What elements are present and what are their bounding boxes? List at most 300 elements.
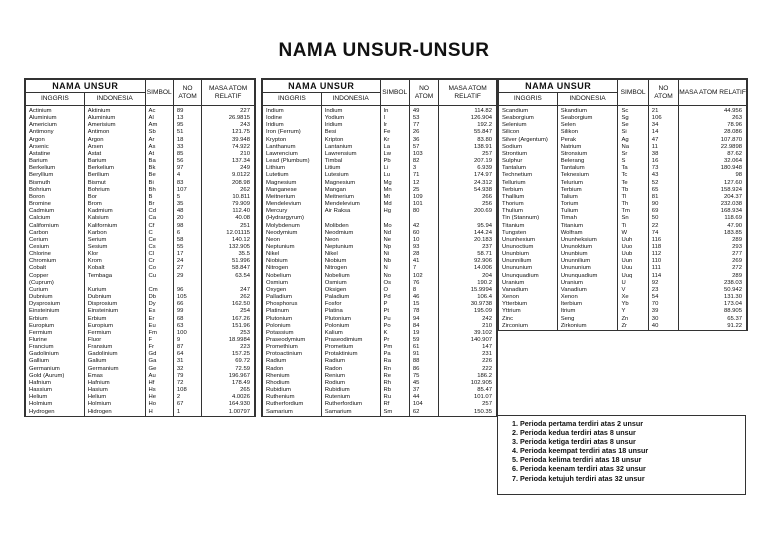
cell-atomic-number: 70: [648, 301, 678, 308]
cell-atomic-mass: 265: [202, 387, 255, 394]
cell-english-name: Gadolinium: [26, 351, 85, 358]
table-row: [26, 180, 255, 187]
cell-atomic-number: 71: [409, 172, 438, 179]
cell-indonesian-name: Karbon: [84, 230, 145, 237]
cell-symbol: Ar: [145, 137, 173, 144]
cell-atomic-mass: 22.9898: [679, 144, 747, 151]
cell-symbol: Ge: [145, 366, 173, 373]
cell-atomic-number: 92: [648, 280, 678, 287]
cell-indonesian-name: Kobalt: [84, 265, 145, 272]
cell-indonesian-name: Timah: [557, 215, 618, 222]
cell-symbol: Er: [145, 316, 173, 323]
table-row: [263, 380, 497, 387]
table-row: [263, 158, 497, 165]
cell-symbol: Tm: [618, 208, 648, 215]
table-row: [263, 301, 497, 308]
cell-symbol: Cu: [145, 273, 173, 280]
table-row: [26, 330, 255, 337]
cell-indonesian-name: Arsen: [84, 144, 145, 151]
cell-atomic-number: 61: [409, 344, 438, 351]
cell-symbol: Ag: [618, 137, 648, 144]
cell-atomic-mass: 157.25: [202, 351, 255, 358]
cell-atomic-mass: 20.183: [439, 237, 497, 244]
cell-indonesian-name: Talium: [557, 194, 618, 201]
cell-indonesian-name: Radium: [321, 358, 380, 365]
cell-atomic-mass: 47.90: [679, 223, 747, 230]
table-row: [263, 251, 497, 258]
cell-symbol: Rb: [380, 387, 409, 394]
cell-atomic-mass: 254: [202, 308, 255, 315]
cell-atomic-mass: 243: [202, 122, 255, 129]
cell-atomic-number: 80: [409, 208, 438, 215]
cell-english-name: Iron (Ferrum): [263, 129, 322, 136]
cell-indonesian-name: Mendelevium: [321, 201, 380, 208]
cell-symbol: Cr: [145, 258, 173, 265]
cell-indonesian-name: Perak: [557, 137, 618, 144]
cell-symbol: Cl: [145, 251, 173, 258]
cell-english-name: Lead (Plumbum): [263, 158, 322, 165]
table-row: [26, 316, 255, 323]
cell-atomic-number: 73: [648, 165, 678, 172]
cell-atomic-number: 50: [648, 215, 678, 222]
table-row: [26, 194, 255, 201]
cell-english-name: Thorium: [499, 201, 558, 208]
cell-atomic-mass: 231: [439, 351, 497, 358]
cell-english-name: Strontium: [499, 151, 558, 158]
cell-indonesian-name: Klor: [84, 251, 145, 258]
cell-english-name: Sulphur: [499, 158, 558, 165]
cell-indonesian-name: Telurium: [557, 180, 618, 187]
cell-english-name: Phosphorus: [263, 301, 322, 308]
cell-atomic-number: 97: [173, 165, 201, 172]
table-row: [263, 273, 497, 280]
table-row: [26, 323, 255, 330]
cell-atomic-number: 33: [173, 144, 201, 151]
cell-english-name: Terbium: [499, 187, 558, 194]
table-row: [499, 237, 747, 244]
cell-english-name: Xenon: [499, 294, 558, 301]
cell-indonesian-name: Nitrogen: [321, 265, 380, 272]
cell-indonesian-name: Aluminium: [84, 115, 145, 122]
header-simbol: SIMBOL: [618, 80, 648, 106]
cell-atomic-mass: 173.04: [679, 301, 747, 308]
cell-atomic-mass: 237: [439, 244, 497, 251]
cell-symbol: Te: [618, 180, 648, 187]
cell-atomic-mass: 58.847: [202, 265, 255, 272]
cell-atomic-number: 46: [409, 294, 438, 301]
cell-indonesian-name: Nikel: [321, 251, 380, 258]
cell-atomic-mass: 257: [439, 401, 497, 408]
cell-english-name: Molybdenum: [263, 223, 322, 230]
cell-symbol: Pd: [380, 294, 409, 301]
cell-indonesian-name: Rutenium: [321, 394, 380, 401]
header-indonesia: INDONESIA: [84, 93, 145, 106]
cell-atomic-mass: 140.907: [439, 337, 497, 344]
cell-symbol: Po: [380, 323, 409, 330]
table-row: [499, 129, 747, 136]
cell-atomic-mass: 92.906: [439, 258, 497, 265]
cell-english-name: Curium: [26, 287, 85, 294]
table-row: [26, 273, 255, 280]
cell-symbol: Os: [380, 280, 409, 287]
cell-atomic-mass: 132.905: [202, 244, 255, 251]
cell-indonesian-name: Stronsium: [557, 151, 618, 158]
table-row: [263, 316, 497, 323]
cell-english-name: (Cuprum): [26, 280, 85, 287]
cell-english-name: Ununbium: [499, 251, 558, 258]
cell-atomic-mass: 72.59: [202, 366, 255, 373]
cell-english-name: Cerium: [26, 237, 85, 244]
table-row: [26, 144, 255, 151]
cell-atomic-mass: 78.96: [679, 122, 747, 129]
cell-atomic-number: 72: [173, 380, 201, 387]
table-row: [263, 280, 497, 287]
cell-symbol: Rh: [380, 380, 409, 387]
cell-english-name: Mercury: [263, 208, 322, 215]
period-note: 5. Perioda kelima terdiri atas 18 unsur: [512, 455, 642, 465]
cell-indonesian-name: Seng: [557, 316, 618, 323]
cell-indonesian-name: Xenon: [557, 294, 618, 301]
cell-atomic-mass: 79.909: [202, 201, 255, 208]
cell-english-name: Rhodium: [263, 380, 322, 387]
cell-atomic-mass: 44.956: [679, 106, 747, 116]
cell-indonesian-name: [84, 280, 145, 287]
cell-atomic-mass: 131.30: [679, 294, 747, 301]
cell-english-name: Rubidium: [263, 387, 322, 394]
cell-symbol: H: [145, 409, 173, 416]
table-row: [26, 129, 255, 136]
cell-symbol: Hs: [145, 387, 173, 394]
cell-atomic-mass: 183.85: [679, 230, 747, 237]
cell-indonesian-name: Zirkonium: [557, 323, 618, 330]
cell-atomic-number: 100: [173, 330, 201, 337]
cell-english-name: Radium: [263, 358, 322, 365]
cell-symbol: U: [618, 280, 648, 287]
cell-atomic-mass: 39.948: [202, 137, 255, 144]
table-row: [26, 237, 255, 244]
cell-indonesian-name: Berkelium: [84, 165, 145, 172]
table-row: [263, 129, 497, 136]
cell-symbol: Uuo: [618, 244, 648, 251]
cell-symbol: Ac: [145, 106, 173, 116]
cell-atomic-mass: 107.870: [679, 137, 747, 144]
table-row: [263, 358, 497, 365]
table-row: [263, 151, 497, 158]
cell-atomic-number: 63: [173, 323, 201, 330]
table-row: [263, 137, 497, 144]
table-row: [499, 230, 747, 237]
cell-symbol: Rn: [380, 366, 409, 373]
cell-english-name: Promethium: [263, 344, 322, 351]
cell-indonesian-name: Hafnium: [84, 380, 145, 387]
cell-indonesian-name: Lantanium: [321, 144, 380, 151]
cell-atomic-mass: 150.35: [439, 409, 497, 416]
cell-english-name: Dubnium: [26, 294, 85, 301]
cell-english-name: Gallium: [26, 358, 85, 365]
cell-english-name: Praseodymium: [263, 337, 322, 344]
table-row: [263, 223, 497, 230]
cell-atomic-mass: 74.922: [202, 144, 255, 151]
cell-indonesian-name: Indium: [321, 106, 380, 116]
cell-indonesian-name: Germanium: [84, 366, 145, 373]
cell-english-name: Plutonium: [263, 316, 322, 323]
cell-indonesian-name: Rodium: [321, 380, 380, 387]
cell-atomic-number: [409, 215, 438, 222]
table-row: [499, 258, 747, 265]
cell-symbol: Y: [618, 308, 648, 315]
cell-indonesian-name: Emas: [84, 373, 145, 380]
header-no-atom: NO ATOM: [173, 80, 201, 106]
cell-indonesian-name: Neodmium: [321, 230, 380, 237]
cell-symbol: Se: [618, 122, 648, 129]
cell-indonesian-name: Ununoktium: [557, 244, 618, 251]
cell-indonesian-name: Samarium: [321, 409, 380, 416]
cell-atomic-number: 30: [648, 316, 678, 323]
cell-atomic-number: 19: [409, 330, 438, 337]
cell-symbol: Fe: [380, 129, 409, 136]
cell-atomic-number: 27: [173, 265, 201, 272]
period-note: 2. Perioda kedua terdiri atas 8 unsur: [512, 428, 636, 438]
cell-indonesian-name: Unununium: [557, 265, 618, 272]
element-table: [498, 79, 747, 330]
header-no-atom: NO ATOM: [409, 80, 438, 106]
header-no-atom: NO ATOM: [648, 80, 678, 106]
cell-english-name: Einsteinium: [26, 308, 85, 315]
cell-english-name: Gold (Aurum): [26, 373, 85, 380]
cell-english-name: Vanadium: [499, 287, 558, 294]
cell-english-name: Thulium: [499, 208, 558, 215]
cell-atomic-number: 104: [409, 401, 438, 408]
cell-english-name: Meitnerium: [263, 194, 322, 201]
cell-atomic-mass: 158.924: [679, 187, 747, 194]
element-table-2: [261, 78, 498, 417]
cell-atomic-mass: 15.9994: [439, 287, 497, 294]
cell-english-name: Neptunium: [263, 244, 322, 251]
cell-english-name: Unununium: [499, 265, 558, 272]
cell-atomic-mass: 40.08: [202, 215, 255, 222]
table-row: [499, 144, 747, 151]
cell-atomic-mass: 10.811: [202, 194, 255, 201]
cell-indonesian-name: Platina: [321, 308, 380, 315]
cell-symbol: Nb: [380, 258, 409, 265]
cell-english-name: Flurine: [26, 337, 85, 344]
cell-symbol: Pb: [380, 158, 409, 165]
cell-atomic-number: 62: [409, 409, 438, 416]
cell-symbol: At: [145, 151, 173, 158]
table-row: [263, 208, 497, 215]
table-row: [26, 230, 255, 237]
cell-indonesian-name: Dubnium: [84, 294, 145, 301]
cell-english-name: Iodine: [263, 115, 322, 122]
cell-english-name: Tantalum: [499, 165, 558, 172]
cell-atomic-number: 1: [173, 409, 201, 416]
cell-indonesian-name: Bohrium: [84, 187, 145, 194]
cell-atomic-number: 99: [173, 308, 201, 315]
cell-atomic-number: 57: [409, 144, 438, 151]
table-row: [26, 122, 255, 129]
table-row: [499, 273, 747, 280]
table-row: [26, 106, 255, 116]
cell-atomic-number: 48: [173, 208, 201, 215]
period-note: 6. Perioda keenam terdiri atas 32 unsur: [512, 464, 646, 474]
cell-atomic-mass: 277: [679, 251, 747, 258]
cell-indonesian-name: Iterbium: [557, 301, 618, 308]
cell-indonesian-name: Argon: [84, 137, 145, 144]
cell-symbol: Tb: [618, 187, 648, 194]
cell-english-name: Erbium: [26, 316, 85, 323]
cell-atomic-mass: 253: [202, 330, 255, 337]
cell-atomic-number: 6: [173, 230, 201, 237]
cell-atomic-number: 69: [648, 208, 678, 215]
cell-atomic-number: 2: [173, 394, 201, 401]
cell-indonesian-name: Europium: [84, 323, 145, 330]
cell-atomic-number: 34: [648, 122, 678, 129]
cell-atomic-number: [173, 280, 201, 287]
cell-atomic-mass: 256: [439, 201, 497, 208]
cell-atomic-mass: 289: [679, 237, 747, 244]
cell-english-name: Indium: [263, 106, 322, 116]
cell-indonesian-name: Einsteinium: [84, 308, 145, 315]
cell-atomic-mass: 178.49: [202, 380, 255, 387]
cell-indonesian-name: Amerisium: [84, 122, 145, 129]
cell-atomic-mass: 1.00797: [202, 409, 255, 416]
cell-indonesian-name: Meitnerium: [321, 194, 380, 201]
table-row: [499, 280, 747, 287]
cell-symbol: Pa: [380, 351, 409, 358]
cell-indonesian-name: Selen: [557, 122, 618, 129]
table-row: [26, 373, 255, 380]
table-row: [499, 201, 747, 208]
cell-english-name: Dysprosium: [26, 301, 85, 308]
cell-atomic-number: 106: [648, 115, 678, 122]
cell-symbol: Sr: [618, 151, 648, 158]
table-row: [499, 287, 747, 294]
cell-indonesian-name: Mangan: [321, 187, 380, 194]
cell-english-name: Ununoctium: [499, 244, 558, 251]
cell-symbol: Yb: [618, 301, 648, 308]
cell-indonesian-name: Aktinium: [84, 106, 145, 116]
header-inggris: INGGRIS: [26, 93, 85, 106]
cell-english-name: Cesium: [26, 244, 85, 251]
cell-english-name: Hassium: [26, 387, 85, 394]
table-row: [26, 387, 255, 394]
table-row: [499, 180, 747, 187]
table-row: [263, 401, 497, 408]
table-row: [26, 172, 255, 179]
cell-indonesian-name: Air Raksa: [321, 208, 380, 215]
cell-symbol: Mo: [380, 223, 409, 230]
cell-symbol: Pr: [380, 337, 409, 344]
cell-atomic-number: 67: [173, 401, 201, 408]
table-row: [263, 194, 497, 201]
table-row: [263, 294, 497, 301]
table-row: [499, 223, 747, 230]
cell-indonesian-name: Kadmium: [84, 208, 145, 215]
cell-symbol: Ir: [380, 122, 409, 129]
cell-english-name: Niobium: [263, 258, 322, 265]
cell-atomic-number: 42: [409, 223, 438, 230]
cell-atomic-mass: 266: [439, 194, 497, 201]
cell-english-name: Yttrium: [499, 308, 558, 315]
table-row: [499, 187, 747, 194]
cell-atomic-mass: 200.69: [439, 208, 497, 215]
table-row: [263, 180, 497, 187]
table-row: [499, 244, 747, 251]
cell-atomic-mass: 102.905: [439, 380, 497, 387]
cell-atomic-number: 22: [648, 223, 678, 230]
table-row: [26, 115, 255, 122]
table-row: [263, 308, 497, 315]
cell-atomic-mass: 162.50: [202, 301, 255, 308]
cell-atomic-number: 43: [648, 172, 678, 179]
cell-english-name: Bohrium: [26, 187, 85, 194]
table-row: [26, 409, 255, 416]
cell-atomic-number: 103: [409, 151, 438, 158]
table-row: [263, 144, 497, 151]
cell-symbol: Tc: [618, 172, 648, 179]
cell-symbol: Lu: [380, 172, 409, 179]
cell-symbol: W: [618, 230, 648, 237]
table-row: [263, 201, 497, 208]
cell-symbol: Ti: [618, 223, 648, 230]
cell-english-name: Barium: [26, 158, 85, 165]
table-row: [499, 308, 747, 315]
cell-symbol: [145, 280, 173, 287]
cell-atomic-mass: 65.37: [679, 316, 747, 323]
cell-indonesian-name: Belerang: [557, 158, 618, 165]
cell-symbol: Uuq: [618, 273, 648, 280]
cell-atomic-number: 116: [648, 237, 678, 244]
cell-english-name: Chlorine: [26, 251, 85, 258]
cell-atomic-mass: 14.006: [439, 265, 497, 272]
cell-indonesian-name: Timbal: [321, 158, 380, 165]
cell-symbol: Sb: [145, 129, 173, 136]
cell-atomic-number: 11: [648, 144, 678, 151]
cell-english-name: Helium: [26, 394, 85, 401]
table-row: [26, 265, 255, 272]
table-row: [263, 366, 497, 373]
table-row: [499, 301, 747, 308]
cell-atomic-mass: 54.938: [439, 187, 497, 194]
cell-symbol: Ne: [380, 237, 409, 244]
cell-english-name: Copper: [26, 273, 85, 280]
cell-english-name: Francium: [26, 344, 85, 351]
cell-indonesian-name: Seaborgium: [557, 115, 618, 122]
cell-indonesian-name: Besi: [321, 129, 380, 136]
table-row: [26, 158, 255, 165]
cell-english-name: Aluminium: [26, 115, 85, 122]
cell-symbol: Hg: [380, 208, 409, 215]
cell-english-name: Manganese: [263, 187, 322, 194]
cell-english-name: Arsenic: [26, 144, 85, 151]
cell-atomic-mass: 180.948: [679, 165, 747, 172]
cell-symbol: Fr: [145, 344, 173, 351]
cell-english-name: Selenium: [499, 122, 558, 129]
cell-atomic-number: 35: [173, 201, 201, 208]
cell-indonesian-name: Serium: [84, 237, 145, 244]
cell-atomic-mass: 4.0026: [202, 394, 255, 401]
cell-symbol: Ga: [145, 358, 173, 365]
cell-english-name: Platinum: [263, 308, 322, 315]
cell-symbol: S: [618, 158, 648, 165]
cell-atomic-number: 98: [173, 223, 201, 230]
cell-english-name: Titanium: [499, 223, 558, 230]
table-row: [26, 401, 255, 408]
cell-symbol: Ca: [145, 215, 173, 222]
cell-atomic-mass: 147: [439, 344, 497, 351]
cell-atomic-number: 105: [173, 294, 201, 301]
cell-english-name: Rhenium: [263, 373, 322, 380]
